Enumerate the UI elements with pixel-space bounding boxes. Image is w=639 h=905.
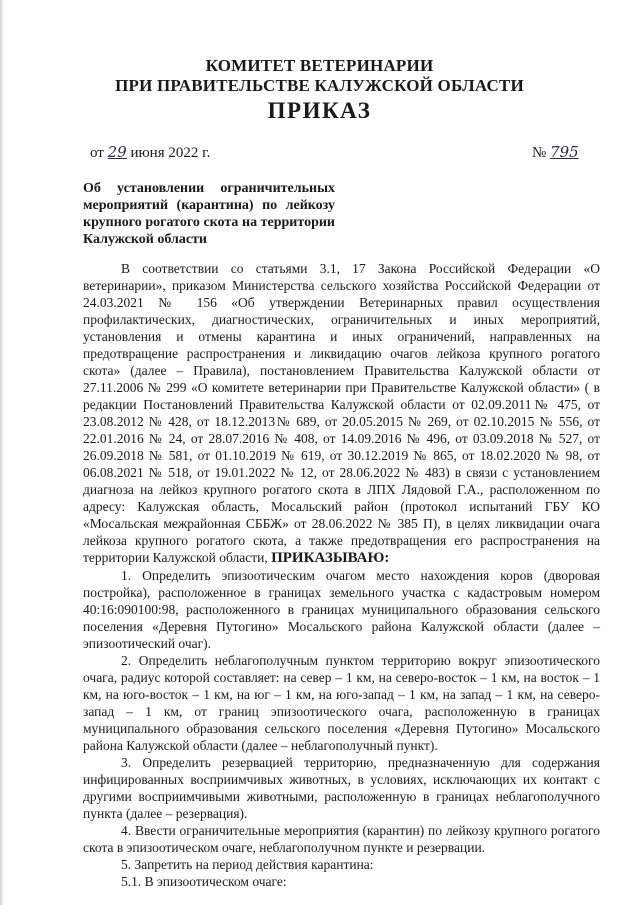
- order-word: ПРИКАЗЫВАЮ:: [271, 550, 390, 566]
- order-number: [532, 143, 579, 162]
- date-day-handwritten: 29: [107, 143, 127, 161]
- order-date: [90, 143, 210, 162]
- clause-2: 2. Определить неблагополучным пунктом территорию вокруг эпизоотического очага, радиус которой составляет: на север – 1 км, на северо-восток – 1 км, на восток – 1 км, на юго-восток – 1 км, на юг – 1 км, на юго-запад – 1 км, на запад – 1 км, на северо-запад – 1 км, от границ эпизоотического очага, расположенную в границах муниципального образования сельского поселения «Деревня Путогино» Мосальского района Калужской области (далее – неблагополучный пункт).: [83, 653, 600, 753]
- clause-3: 3. Определить резервацией территорию, предназначенную для содержания инфицированных восприимчивых животных, в условиях, исключающих их контакт с другими восприимчивыми животными, расположенную в границах неблагополучного пункта (далее – резервация).: [83, 755, 600, 821]
- clause-4: 4. Ввести ограничительные мероприятия (карантин) по лейкозу крупного рогатого скота в эпизоотическом очаге, неблагополучном пункте и резервации.: [83, 823, 600, 855]
- preamble-paragraph: [83, 260, 600, 567]
- date-rest: июня 2022 г.: [130, 145, 211, 161]
- clause-1: 1. Определить эпизоотическим очагом место нахождения коров (дворовая постройка), расположенное в границах земельного участка с кадастровым номером 40:16:090100:98, расположенного в границах муниципального образования сельского поселения «Деревня Путогино» Мосальского района Калужской области (далее – эпизоотический очаг).: [83, 568, 600, 651]
- document-title: ПРИКАЗ: [267, 98, 372, 123]
- order-subject: Об установлении ограничительных мероприятий (карантина) по лейкозу крупного рогатого скота на территории Калужской области: [83, 181, 335, 247]
- clause-5: 5. Запретить на период действия карантина:: [121, 857, 374, 872]
- order-body: [83, 260, 600, 890]
- clause-5-1: 5.1. В эпизоотическом очаге:: [121, 874, 287, 889]
- preamble-text: В соответствии со статьями 3.1, 17 Закона Российской Федерации «О ветеринарии», приказом Министерства сельского хозяйства Российской Федерации от 24.03.2021 № 156 «Об утверждении Ветеринарных правил осуществления профилактических, диагностических, ограничительных и иных мероприятий, установления и отмены карантина и иных ограничений, направленных на предотвращение распространения и ликвидацию очагов лейкоза крупного рогатого скота» (далее – Правила), постановлением Правительства Калужской области от 27.11.2006 № 299 «О комитете ветеринарии при Правительстве Калужской области» ( в редакции Постановлений Правительства Калужской области от 02.09.2011№ 475, от 23.08.2012 № 428, от 18.12.2013№ 689, от 20.05.2015 № 269, от 02.10.2015 № 556, от 22.01.2016 № 24, от 28.07.2016 № 408, от 14.09.2016 № 496, от 03.09.2018 № 527, от 26.09.2018 № 581, от 01.10.2019 № 619, от 30.12.2019 № 865, от 18.02.2020 № 98, от 06.08.2021 № 518, от 19.01.2022 № 12, от 28.06.2022 № 483) в связи с установлением диагноза на лейкоз крупного рогатого скота в ЛПХ Лядовой Г.А., расположенном по адресу: Калужская область, Мосальский район (протокол испытаний ГБУ КО «Мосальская межрайонная СББЖ» от 28.06.2022 № 385 П), в целях ликвидации очага лейкоза крупного рогатого скота, а также предотвращения его распространения на территории Калужской области,: [83, 261, 600, 565]
- header-line-1: КОМИТЕТ ВЕТЕРИНАРИИ: [205, 56, 434, 75]
- number-value-handwritten: 795: [550, 143, 579, 161]
- date-prefix: от: [90, 145, 104, 161]
- scan-edge-shadow: [0, 0, 4, 905]
- number-label: №: [532, 145, 547, 161]
- header-line-2: ПРИ ПРАВИТЕЛЬСТВЕ КАЛУЖСКОЙ ОБЛАСТИ: [115, 76, 524, 95]
